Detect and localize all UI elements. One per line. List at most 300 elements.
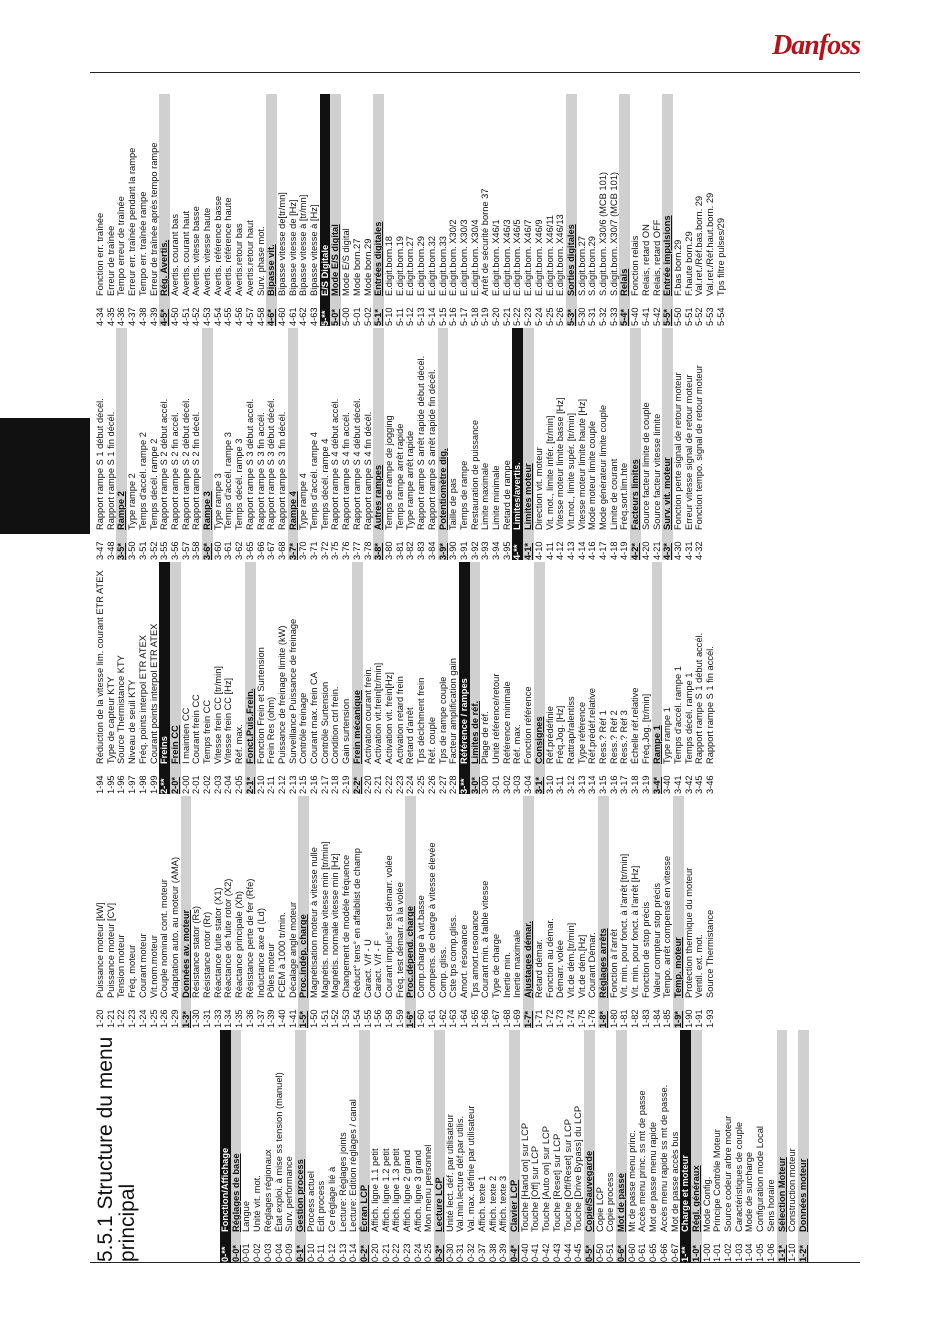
parameter-number: 1-37 — [255, 1009, 266, 1028]
parameter-label: Limite de courant — [608, 458, 619, 530]
parameter-number: 0-02 — [252, 1243, 263, 1262]
parameter-number: 3-5* — [116, 542, 127, 560]
parameter-number: 5-53 — [705, 307, 716, 326]
parameter-row — [277, 562, 288, 794]
parameter-row — [127, 94, 138, 326]
parameter-number: 4-32 — [694, 541, 705, 560]
parameter-label: Temps d'accél. rampe 3 — [223, 432, 234, 530]
parameter-label: Fonction relais — [630, 235, 641, 296]
parameter-label: S.digit.born. X30/6 (MCB 101) — [598, 171, 609, 296]
parameter-label: Référence minimale — [501, 681, 512, 764]
parameter-label: Résistance rotor (Rr) — [202, 911, 213, 998]
parameter-row — [95, 562, 106, 794]
parameter-number: 2-15 — [298, 775, 309, 794]
parameter-label: Mode générateur limite couple — [598, 404, 609, 530]
parameter-label: Rapport rampe S 2 début accél. — [159, 398, 170, 530]
parameter-row — [416, 328, 427, 560]
parameter-label: Affich. ligne 3 grand — [412, 1149, 423, 1232]
parameter-label: Vit.nom.moteur — [148, 935, 159, 998]
parameter-number: 3-42 — [683, 775, 694, 794]
parameter-number: 4-63 — [309, 307, 320, 326]
parameter-label: Mot de passe — [616, 1173, 627, 1232]
parameter-label: Décalage angle moteur — [287, 901, 298, 998]
parameter-number: 1-31 — [202, 1009, 213, 1028]
parameter-row — [106, 562, 117, 794]
parameter-number: 4-62 — [298, 307, 309, 326]
menu-section-row — [652, 562, 663, 794]
parameter-row — [545, 796, 556, 1028]
parameter-label: Fonction au démar. — [544, 918, 555, 998]
parameter-number: 4-** — [512, 544, 523, 560]
parameter-number: 3-00 — [480, 775, 491, 794]
parameter-number: 2-25 — [416, 775, 427, 794]
parameter-number: 1-39 — [266, 1009, 277, 1028]
parameter-number: 1-69 — [512, 1009, 523, 1028]
parameter-number: 5-17 — [458, 307, 469, 326]
parameter-row — [298, 562, 309, 794]
parameter-label: Changement de modèle fréquence — [341, 854, 352, 998]
parameter-row — [555, 328, 566, 560]
parameter-label: Compens. de charge à vitesse élevée — [426, 842, 437, 998]
parameter-row — [159, 796, 170, 1028]
parameter-number: 0-43 — [551, 1243, 562, 1262]
header-rule — [90, 72, 860, 73]
parameter-label: Ventil. ext. mot. — [694, 934, 705, 998]
parameter-label: F.bas born.29 — [672, 239, 683, 296]
parameter-number: 5-20 — [491, 307, 502, 326]
parameter-label: Affich. ligne 1.1 petit — [369, 1148, 380, 1232]
parameter-label: E.digit.born. X46/3 — [501, 219, 512, 296]
parameter-label: Réf. couple — [426, 716, 437, 764]
parameter-label: Fonction err. traînée — [95, 212, 105, 296]
parameter-row — [438, 94, 449, 326]
parameter-row — [127, 328, 138, 560]
parameter-row — [266, 796, 277, 1028]
menu-section-row — [523, 328, 534, 560]
parameter-number: 1-03 — [733, 1243, 744, 1262]
menu-section-row — [534, 562, 545, 794]
parameter-label: Clavier LCP — [508, 1179, 519, 1232]
parameter-label: Comp. gliss. — [437, 946, 448, 998]
parameter-number: 3-81 — [394, 541, 405, 560]
parameter-label: Retard démar. — [533, 939, 544, 998]
parameter-number: 0-30 — [444, 1243, 455, 1262]
parameter-label: Courant moteur — [137, 933, 148, 998]
parameter-label: Pôles moteur — [266, 943, 277, 998]
parameter-label: Inertie maximale — [512, 929, 523, 998]
parameter-row — [266, 562, 277, 794]
parameter-number: 3-60 — [212, 541, 223, 560]
parameter-number: 3-47 — [95, 541, 105, 560]
parameter-row — [320, 562, 331, 794]
menu-group-row — [512, 328, 523, 560]
parameter-number: 4-61 — [287, 307, 298, 326]
parameter-label: Touche [Off/Reset] sur LCP — [562, 1119, 573, 1232]
parameter-number: 4-30 — [672, 541, 683, 560]
parameter-number: 3-94 — [491, 541, 502, 560]
parameter-number: 1-62 — [437, 1009, 448, 1028]
parameter-number: 1-74 — [565, 1009, 576, 1028]
parameter-label: Proc.indép. charge — [298, 914, 309, 998]
parameter-label: Retard d'arrêt — [405, 707, 416, 764]
parameter-row — [466, 1030, 477, 1262]
parameter-label: Rapport rampe S arrêt rapide début décél. — [416, 355, 427, 530]
parameter-row — [384, 796, 395, 1028]
parameter-row — [427, 94, 438, 326]
parameter-number: 4-34 — [95, 307, 105, 326]
parameter-label: Réduction de la vitesse lim. courant ETR ATEX — [95, 570, 105, 764]
parameter-row — [395, 562, 406, 794]
parameter-row — [541, 1030, 552, 1262]
parameter-number: 1-22 — [116, 1009, 127, 1028]
parameter-number: 0-1* — [294, 1244, 305, 1262]
parameter-label: Vit. min. pour fonct. à l'arrêt [tr/min] — [619, 853, 630, 998]
parameter-label: Bipasse vitesse à [Hz] — [309, 204, 320, 296]
parameter-number: 0-3* — [434, 1244, 445, 1262]
parameter-row — [684, 94, 695, 326]
parameter-number: 2-10 — [255, 775, 266, 794]
parameter-number: 5-13 — [416, 307, 427, 326]
parameter-row — [577, 562, 588, 794]
parameter-number: 1-75 — [576, 1009, 587, 1028]
menu-section-row — [266, 94, 277, 326]
parameter-label: Unité référence/retour — [491, 673, 502, 764]
parameter-number: 1-10 — [787, 1243, 798, 1262]
parameter-label: Échelle réf.relative — [630, 687, 641, 764]
parameter-row — [459, 796, 470, 1028]
parameter-label: Consignes — [533, 716, 544, 764]
parameter-row — [348, 1030, 359, 1262]
parameter-label: Source Thermistance KTY — [116, 655, 127, 764]
parameter-label: Facteur amplification gain — [448, 658, 459, 764]
parameter-row — [605, 1030, 616, 1262]
parameter-label: Affich. texte 3 — [498, 1175, 509, 1232]
parameter-row — [555, 562, 566, 794]
parameter-number: 0-39 — [498, 1243, 509, 1262]
parameter-label: Avertis.retour haut — [244, 220, 255, 296]
parameter-number: 5-41 — [640, 307, 651, 326]
parameter-row — [341, 562, 352, 794]
parameter-number: 0-10 — [305, 1243, 316, 1262]
parameter-row — [277, 796, 288, 1028]
parameter-label: Edit process — [316, 1180, 327, 1232]
parameter-row — [652, 328, 663, 560]
parameter-number: 3-9* — [437, 542, 448, 560]
parameter-row — [502, 562, 513, 794]
parameter-row — [488, 1030, 499, 1262]
footer-rule — [90, 1262, 860, 1263]
parameter-label: Rapport rampe S 1 début décél. — [95, 398, 105, 530]
parameter-number: 1-35 — [234, 1009, 245, 1028]
menu-section-row — [509, 1030, 520, 1262]
parameter-row — [213, 562, 224, 794]
parameter-row — [502, 94, 513, 326]
parameter-number: 1-26 — [159, 1009, 170, 1028]
parameter-label: Caract. V/f - U — [362, 939, 373, 998]
parameter-label: Type rampe arrêt rapide — [405, 430, 416, 530]
parameter-number: 5-0* — [330, 308, 341, 326]
parameter-label: Fonction/Affichage — [220, 1147, 230, 1232]
parameter-number: 0-42 — [541, 1243, 552, 1262]
parameter-number: 0-0* — [230, 1244, 241, 1262]
parameter-label: Frein CC — [169, 725, 180, 764]
parameter-number: 1-90 — [683, 1009, 694, 1028]
parameter-row — [694, 328, 705, 560]
parameter-row — [252, 1030, 263, 1262]
parameter-number: 4-57 — [244, 307, 255, 326]
parameter-row — [309, 562, 320, 794]
parameter-number: 2-19 — [341, 775, 352, 794]
parameter-label: Type rampe 2 — [127, 473, 138, 530]
parameter-label: E.digit.born.29 — [416, 236, 427, 296]
menu-section-row — [662, 94, 673, 326]
parameter-row — [373, 796, 384, 1028]
parameter-row — [630, 94, 641, 326]
parameter-label: Tempo erreur de traînée — [116, 196, 127, 296]
parameter-row — [170, 94, 181, 326]
parameter-label: Langue — [241, 1200, 252, 1232]
parameter-row — [502, 796, 513, 1028]
parameter-number: 1-58 — [383, 1009, 394, 1028]
parameter-number: 5-50 — [672, 307, 683, 326]
parameter-number: 1-01 — [712, 1243, 723, 1262]
parameter-label: Mode moteur limite couple — [587, 420, 598, 530]
menu-section-row — [662, 328, 673, 560]
parameter-number: 1-06 — [765, 1243, 776, 1262]
parameter-label: S.digit.born.29 — [587, 236, 598, 296]
parameter-row — [245, 94, 256, 326]
parameter-number: 0-09 — [284, 1243, 295, 1262]
menu-group-row — [159, 562, 170, 794]
parameter-label: Valeur compteur stop précis — [651, 882, 662, 998]
parameter-label: Sens horaire — [765, 1179, 776, 1232]
parameter-label: Accès menu rapide ss mt de passe. — [658, 1084, 669, 1232]
parameter-number: 5-23 — [523, 307, 534, 326]
parameter-number: 5-** — [319, 310, 330, 326]
menu-column-5 — [95, 94, 726, 326]
parameter-label: I maintien CC — [180, 707, 191, 764]
parameter-number: 3-10 — [544, 775, 555, 794]
parameter-label: E.digit.born.32 — [426, 236, 437, 296]
parameter-row — [427, 562, 438, 794]
parameter-label: Surv. vit. moteur — [662, 457, 673, 530]
parameter-number: 5-14 — [426, 307, 437, 326]
parameter-row — [445, 1030, 456, 1262]
parameter-row — [234, 796, 245, 1028]
parameter-row — [405, 328, 416, 560]
parameter-row — [619, 562, 630, 794]
parameter-number: 1-8* — [598, 1010, 609, 1028]
parameter-row — [213, 328, 224, 560]
parameter-number: 4-56 — [234, 307, 245, 326]
parameter-label: Réf. max. — [512, 724, 523, 764]
parameter-row — [288, 796, 299, 1028]
menu-section-row — [598, 796, 609, 1028]
parameter-label: E.digit.born. X46/7 — [523, 219, 534, 296]
parameter-row — [245, 796, 256, 1028]
parameter-label: Type référence — [576, 701, 587, 764]
parameter-number: 0-66 — [658, 1243, 669, 1262]
menu-section-row — [523, 796, 534, 1028]
parameter-label: Données av. moteur — [180, 909, 191, 998]
parameter-label: Vit. min. pour fonct. à l'arrêt [Hz] — [630, 865, 641, 998]
parameter-row — [566, 562, 577, 794]
menu-section-row — [438, 328, 449, 560]
parameter-label: Tension moteur — [116, 934, 127, 998]
parameter-row — [170, 328, 181, 560]
parameter-row — [598, 562, 609, 794]
menu-column-4 — [95, 328, 705, 560]
parameter-number: 1-68 — [501, 1009, 512, 1028]
parameter-number: 3-1* — [533, 776, 544, 794]
parameter-number: 0-45 — [573, 1243, 584, 1262]
parameter-row — [370, 1030, 381, 1262]
parameter-number: 1-71 — [533, 1009, 544, 1028]
parameter-label: Tps de rampe couple — [437, 676, 448, 764]
parameter-number: 4-19 — [619, 541, 630, 560]
parameter-number: 1-53 — [341, 1009, 352, 1028]
parameter-number: 2-2* — [351, 776, 362, 794]
parameter-number: 1-29 — [169, 1009, 180, 1028]
parameter-number: 4-37 — [127, 307, 138, 326]
parameter-label: Potentiomètre dig. — [437, 448, 448, 530]
parameter-label: Contrôle freinage — [298, 692, 309, 764]
parameter-row — [587, 94, 598, 326]
parameter-number: 1-95 — [105, 775, 116, 794]
parameter-row — [106, 94, 117, 326]
parameter-number: 1-97 — [127, 775, 138, 794]
parameter-number: 3-72 — [319, 541, 330, 560]
parameter-label: Inductance axe d (Ld) — [255, 908, 266, 998]
parameter-label: Erreur de traînée — [105, 225, 116, 296]
parameter-row — [245, 328, 256, 560]
parameter-label: Temps de rampe de jogging — [383, 415, 394, 530]
parameter-number: 5-01 — [351, 307, 362, 326]
parameter-number: 0-2* — [359, 1244, 370, 1262]
parameter-number: 4-39 — [148, 307, 159, 326]
parameter-label: Écran LCP — [359, 1184, 370, 1232]
parameter-label: Val. max. définie par utilisateur — [466, 1105, 477, 1232]
parameter-number: 0-44 — [562, 1243, 573, 1262]
parameter-number: 0-40 — [519, 1243, 530, 1262]
parameter-label: Tps filtre pulses/29 — [715, 217, 726, 296]
parameter-number: 4-1* — [523, 542, 534, 560]
parameter-row — [641, 94, 652, 326]
parameter-number: 4-18 — [608, 541, 619, 560]
parameter-label: Avertis. référence haute — [223, 197, 234, 296]
parameter-row — [95, 796, 106, 1028]
parameter-row — [352, 796, 363, 1028]
parameter-number: 3-56 — [169, 541, 180, 560]
menu-section-row — [673, 796, 684, 1028]
parameter-number: 2-20 — [362, 775, 373, 794]
parameter-label: Données moteur — [797, 1158, 808, 1232]
parameter-number: 3-71 — [309, 541, 320, 560]
parameter-number: 5-42 — [651, 307, 662, 326]
parameter-label: Puissance moteur [kW] — [95, 902, 105, 998]
parameter-row — [609, 328, 620, 560]
parameter-label: Temps décél. rampe 1 — [683, 672, 694, 764]
parameter-row — [330, 562, 341, 794]
parameter-label: Puissance moteur [CV] — [105, 902, 116, 998]
parameter-label: Entrées digitales — [373, 221, 384, 296]
parameter-row — [684, 328, 695, 560]
parameter-number: 1-67 — [491, 1009, 502, 1028]
parameter-row — [241, 1030, 252, 1262]
parameter-label: Touche [Reset] sur LCP — [551, 1133, 562, 1232]
parameter-label: Lecture: Edition réglages / canal — [348, 1099, 359, 1232]
menu-section-row — [202, 328, 213, 560]
parameter-row — [630, 796, 641, 1028]
menu-section-row — [777, 1030, 788, 1262]
parameter-row — [619, 328, 630, 560]
parameter-number: 5-18 — [469, 307, 480, 326]
parameter-row — [545, 328, 556, 560]
parameter-label: Copie process — [605, 1172, 616, 1232]
parameter-label: Gain surtension — [341, 698, 352, 764]
parameter-label: Comp.charge à vit.basse — [416, 895, 427, 998]
parameter-number: 1-55 — [362, 1009, 373, 1028]
parameter-row — [288, 94, 299, 326]
parameter-number: 2-** — [159, 778, 170, 794]
parameter-label: Affich. texte 2 — [487, 1175, 498, 1232]
menu-section-row — [373, 328, 384, 560]
parameter-label: E.digit.born. X46/11 — [544, 215, 555, 296]
parameter-number: 2-18 — [330, 775, 341, 794]
parameter-number: 4-17 — [598, 541, 609, 560]
parameter-number: 3-92 — [469, 541, 480, 560]
parameter-number: 1-94 — [95, 775, 105, 794]
parameter-label: Charge et moteur — [680, 1155, 691, 1232]
parameter-label: FCEM à 1000 tr/min. — [276, 912, 287, 998]
parameter-number: 1-54 — [351, 1009, 362, 1028]
parameter-number: 3-75 — [330, 541, 341, 560]
parameter-label: Rapport rampe S arrêt rapide fin décél. — [426, 369, 437, 530]
parameter-label: Rapport rampe S 1 fin accél. — [705, 646, 716, 764]
parameter-label: Magnétis. normale vitesse min [tr/min] — [319, 841, 330, 998]
parameter-row — [573, 1030, 584, 1262]
menu-group-row — [320, 94, 331, 326]
parameter-number: 1-25 — [148, 1009, 159, 1028]
parameter-row — [395, 94, 406, 326]
parameter-label: Mode E/S digital — [341, 228, 352, 296]
parameter-label: Contrôle Surtension — [319, 681, 330, 764]
parameter-number: 1-33 — [212, 1009, 223, 1028]
parameter-label: Source facteur limite de couple — [640, 402, 651, 530]
parameter-row — [416, 796, 427, 1028]
parameter-number: 4-36 — [116, 307, 127, 326]
menu-section-row — [181, 796, 192, 1028]
parameter-number: 1-63 — [448, 1009, 459, 1028]
parameter-label: Val.min.lecture déf.par utilis. — [455, 1115, 466, 1232]
parameter-row — [202, 796, 213, 1028]
parameter-label: E/S Digitale — [319, 244, 330, 296]
parameter-row — [448, 796, 459, 1028]
parameter-row — [95, 94, 106, 326]
parameter-label: Résistance perte de fer (Rfe) — [244, 878, 255, 998]
parameter-number: 1-73 — [555, 1009, 566, 1028]
parameter-label: Erreur err. traînée pendant la rampe — [127, 147, 138, 296]
parameter-number: 3-51 — [137, 541, 148, 560]
menu-group-row — [220, 1030, 231, 1262]
parameter-row — [149, 562, 160, 794]
parameter-number: 3-83 — [416, 541, 427, 560]
parameter-row — [448, 562, 459, 794]
parameter-label: Bipasse vit. — [266, 244, 277, 296]
parameter-label: Rapport rampe S 3 début accél. — [244, 398, 255, 530]
parameter-number: 3-12 — [565, 775, 576, 794]
parameter-label: État exploi. à mise ss tension (manuel) — [273, 1072, 284, 1232]
